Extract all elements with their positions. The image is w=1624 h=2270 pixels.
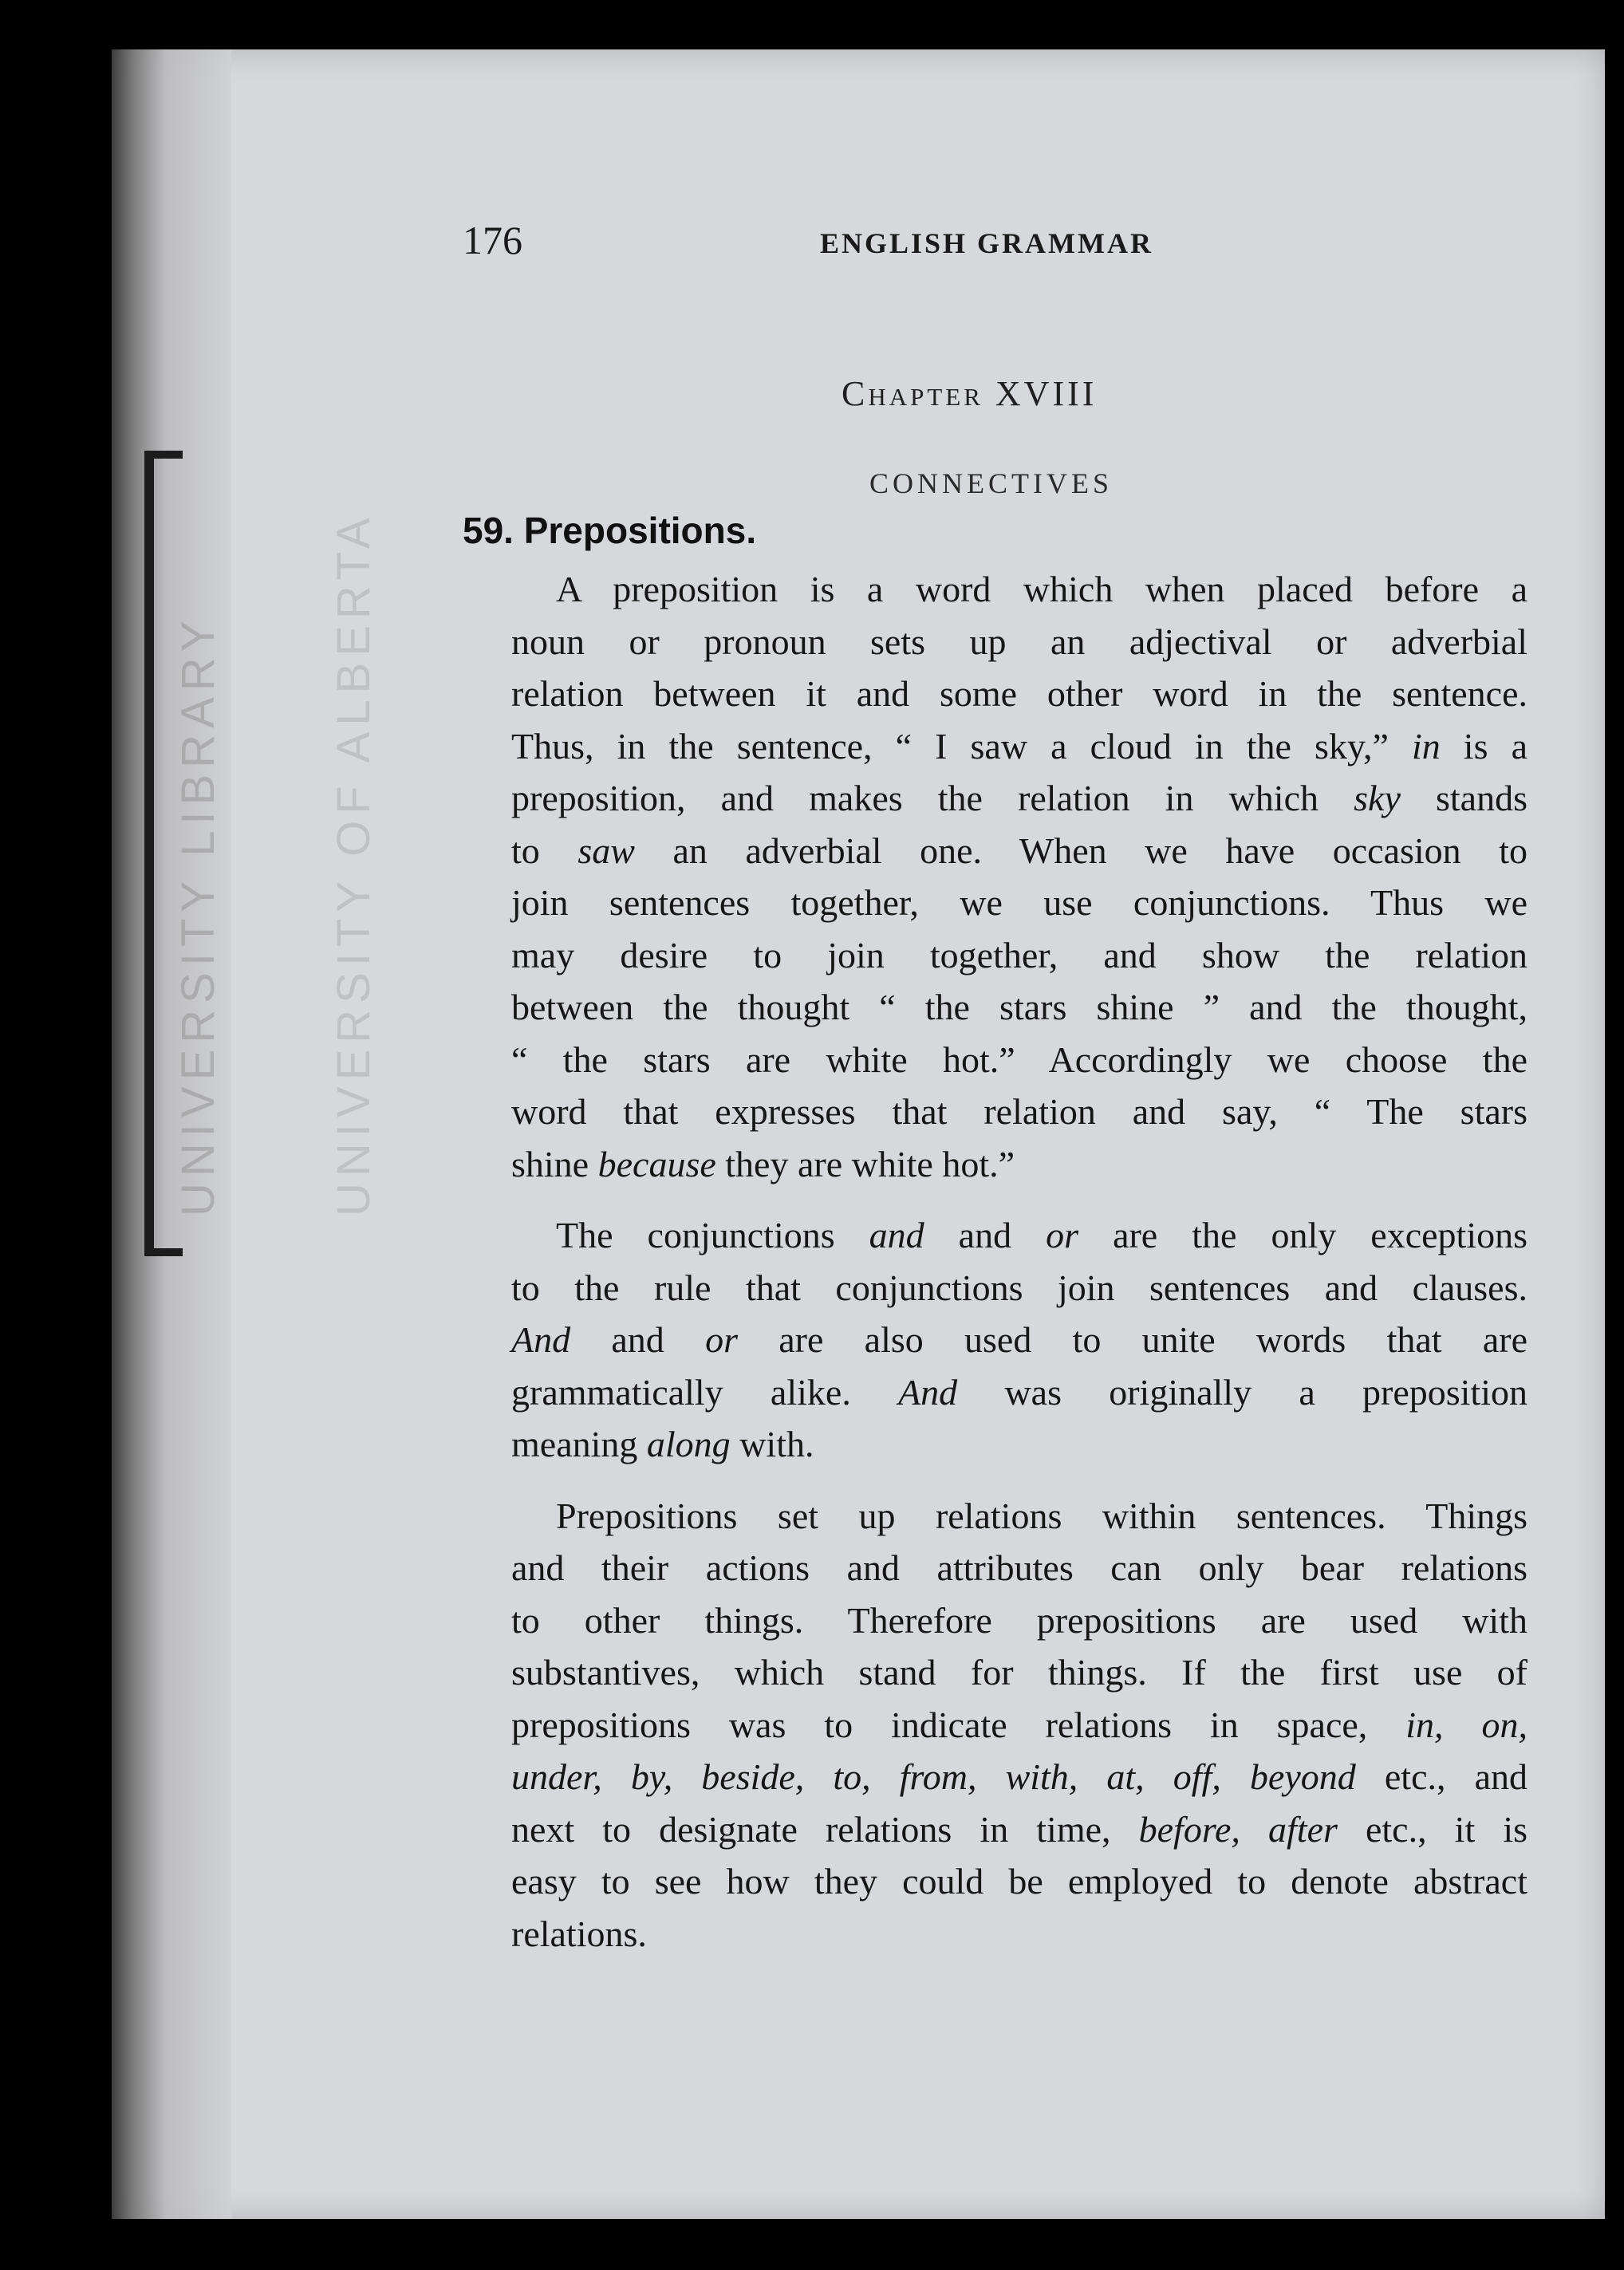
- text-line: [467, 1594, 1527, 1647]
- text-run: preposition, and makes the relation in which: [511, 778, 1354, 818]
- italic-word: along: [646, 1424, 731, 1464]
- text-line: [467, 1855, 1527, 1908]
- text-run: and: [570, 1319, 706, 1360]
- text-run: to: [511, 830, 578, 871]
- text-line: [467, 1699, 1527, 1752]
- text-run: grammatically alike.: [511, 1371, 899, 1413]
- text-run: stands: [1400, 778, 1527, 818]
- italic-word: saw: [577, 830, 635, 871]
- text-run: next to designate relations in time,: [511, 1808, 1139, 1850]
- paragraph: [467, 1490, 1527, 1961]
- italic-word: And: [898, 1371, 958, 1413]
- text-run: with.: [730, 1424, 814, 1464]
- text-run: prepositions was to indicate relations in space,: [511, 1704, 1406, 1745]
- italic-word: sky: [1354, 778, 1401, 818]
- italic-word: And: [511, 1319, 571, 1360]
- text-line: [467, 1086, 1527, 1138]
- text-line: [467, 929, 1527, 982]
- text-run: and: [924, 1215, 1047, 1255]
- text-line: [467, 720, 1527, 773]
- paragraph: [467, 1209, 1527, 1471]
- section-title: 59. Prepositions.: [463, 510, 757, 551]
- text-run: to the rule that conjunctions join sentences and clauses.: [511, 1267, 1527, 1308]
- text-line: [467, 1138, 1527, 1191]
- text-run: etc., it is: [1337, 1808, 1528, 1850]
- italic-word: in: [1411, 725, 1441, 767]
- text-run: Thus, in the sentence, “ I saw a cloud in the sky,”: [511, 725, 1412, 767]
- text-run: A preposition is a word which when placed before a: [556, 569, 1527, 609]
- text-line: [467, 877, 1527, 929]
- stamp-bar-cap-top: [144, 451, 183, 459]
- text-line: [467, 563, 1527, 616]
- text-run: “ the stars are white hot.” Accordingly we choose the: [511, 1038, 1527, 1080]
- text-run: noun or pronoun sets up an adjectival or adverbial: [511, 621, 1527, 662]
- stamp-text-line-2: UNIVERSITY OF ALBERTA: [328, 511, 380, 1216]
- text-run: Prepositions set up relations within sentences. Things: [556, 1495, 1527, 1536]
- text-run: are the only exceptions: [1078, 1215, 1528, 1255]
- italic-word: because: [597, 1143, 716, 1184]
- text-line: [467, 1803, 1527, 1856]
- library-stamp: [140, 451, 380, 1264]
- text-line: [467, 1366, 1527, 1419]
- text-line: [467, 1314, 1527, 1366]
- italic-word: in, on,: [1405, 1704, 1527, 1745]
- text-line: [467, 981, 1527, 1034]
- italic-word: and: [869, 1215, 924, 1255]
- text-line: [467, 1262, 1527, 1314]
- italic-word: or: [705, 1319, 738, 1360]
- text-line: [467, 1542, 1527, 1594]
- text-run: etc., and: [1355, 1756, 1528, 1797]
- body-text: [467, 563, 1527, 1960]
- text-run: they are white hot.”: [715, 1143, 1015, 1184]
- text-line: [467, 1418, 1527, 1471]
- stamp-text-line-1: UNIVERSITY LIBRARY: [172, 614, 224, 1216]
- text-line: [467, 825, 1527, 877]
- italic-word: under, by, beside, to, from, with, at, off, beyond: [511, 1756, 1356, 1797]
- text-line: [467, 1034, 1527, 1086]
- text-run: substantives, which stand for things. If the first use of: [511, 1652, 1527, 1693]
- text-run: relation between it and some other word in the sentence.: [511, 673, 1527, 714]
- text-run: are also used to unite words that are: [737, 1319, 1527, 1360]
- text-run: was originally a preposition: [957, 1371, 1527, 1413]
- italic-word: before, after: [1138, 1808, 1338, 1850]
- italic-word: or: [1046, 1215, 1079, 1255]
- page-header: [463, 217, 1531, 273]
- text-line: [467, 1490, 1527, 1543]
- running-head: ENGLISH GRAMMAR: [820, 227, 1154, 259]
- text-run: easy to see how they could be employed to denote abstract: [511, 1861, 1527, 1902]
- text-line: [467, 1751, 1527, 1803]
- page-number: 176: [463, 218, 522, 262]
- text-line: [467, 616, 1527, 668]
- chapter-label: Chapter XVIII: [842, 374, 1098, 413]
- text-line: [467, 1209, 1527, 1262]
- text-run: between the thought “ the stars shine ” and the thought,: [511, 987, 1527, 1027]
- chapter-title: CONNECTIVES: [869, 467, 1113, 499]
- text-line: [467, 1908, 1527, 1961]
- text-run: The conjunctions: [556, 1215, 869, 1255]
- text-run: and their actions and attributes can only bear relations: [511, 1547, 1527, 1588]
- text-run: shine: [511, 1143, 598, 1184]
- text-run: to other things. Therefore prepositions are used with: [511, 1599, 1527, 1641]
- stamp-bar: [144, 451, 154, 1256]
- text-run: meaning: [511, 1424, 647, 1464]
- stamp-bar-cap-bottom: [144, 1248, 183, 1256]
- paragraph: [467, 563, 1527, 1190]
- text-line: [467, 772, 1527, 825]
- text-line: [467, 668, 1527, 720]
- text-run: word that expresses that relation and say, “ The stars: [511, 1091, 1527, 1132]
- text-run: relations.: [511, 1913, 647, 1954]
- text-run: is a: [1440, 725, 1527, 767]
- text-run: may desire to join together, and show the relation: [511, 934, 1527, 975]
- text-line: [467, 1646, 1527, 1699]
- text-run: join sentences together, we use conjunctions. Thus we: [511, 882, 1527, 923]
- text-run: an adverbial one. When we have occasion to: [634, 830, 1528, 871]
